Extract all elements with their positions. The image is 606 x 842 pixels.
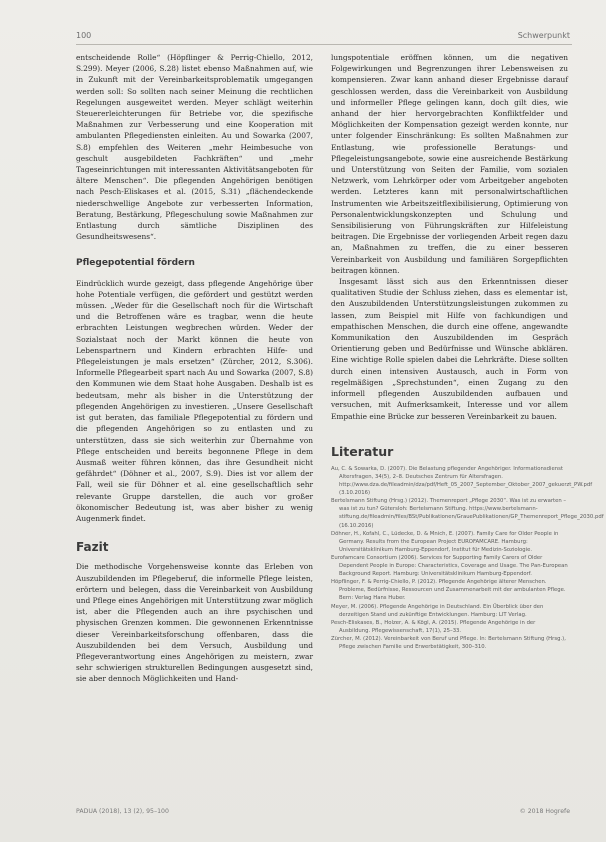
reference-item: Zürcher, M. (2012). Vereinbarkeit von Beruf und Pflege. In: Bertelsmann Stiftung (Hrsg.), Pflege zwischen Familie und Erwerbstätigkeit, 300–310. — [331, 635, 566, 650]
left-column — [76, 52, 313, 685]
fazit-paragraph: Die methodische Vorgehensweise konnte das Erleben von Auszubildenden im Pflegeberuf, die informelle Pflege leisten, erörtern und belegen, dass die Vereinbarkeit von Ausbildung und Pflege eines Angehörigen mit Unterstützung zwar möglich ist, aber die Pflegenden auch an ihre psychischen und physischen Grenzen kommen. Die gewonnenen Erkenntnisse dieser Vereinbarkeitsforschung offenbaren, dass die Auszubildenden bei dem Versuch, Ausbildung und Pflegeverantwortung eines Angehörigen zu meistern, zwar sehr schwierigen strukturellen Bedingungen ausgesetzt sind, sie aber dennoch Möglichkeiten und Hand- — [76, 562, 313, 684]
section-heading-literatur: Literatur — [331, 443, 394, 459]
reference-item: Höpflinger, F. & Perrig-Chiello, P. (2012). Pflegende Angehörige älterer Menschen. Probleme, Bedürfnisse, Ressourcen und Zusammenarbeit mit der ambulanten Pflege. Bern: Verlag Hans Huber. — [331, 579, 566, 602]
reference-item: Eurofamcare Consortium (2006). Services for Supporting Family Carers of Older Dependent People in Europe: Characteristics, Coverage and Usage. The Pan-European Background Report. Hamburg: Universitätsklinikum Hamburg-Eppendorf. — [331, 554, 568, 578]
reference-item: Döhner, H., Kofahl, C., Lüdecke, D. & Mnich, E. (2007). Family Care for Older People in Germany. Results from the European Project EUROFAMCARE. Hamburg: Universitätsklinikum Hamburg-Eppendorf, Institut für Medizin-Soziologie. — [331, 530, 559, 553]
footer-citation: PADUA (2018), 13 (2), 95–100 — [76, 808, 169, 815]
intro-paragraph: entscheidende Rolle“ (Höpflinger & Perrig-Chiello, 2012, S.299). Meyer (2006, S.28) listet ebenso Maßnahmen auf, wie in Zukunft mit der Vereinbarkeitsproblematik umgegangen werden soll: So sollten nach seiner Meinung die rechtlichen Regelungen ausgeweitet werden. Meyer schlägt weiterhin Steuererleichterungen für Betriebe vor, die spezifische Maßnahmen zur Verbesserung und eine Kooperation mit ambulanten Pflegediensten einleiten. Au und Sowarka (2007, S.8) empfehlen des Weiteren „mehr Heimbesuche von geschult ausgebildeten Fachkräften“ und „mehr Tageseinrichtungen mit interessanten Aktivitätsangeboten für ältere Menschen“. Die pflegenden Angehörigen benötigen nach Pesch-Eliskases et al. (2015, S.31) „flächendeckende niederschwellige Angebote zur verbesserten Information, Beratung, Bestärkung, Pflegeschulung sowie Maßnahmen zur Entlastung durch sämtliche Disziplinen des Gesundheitswesens“. — [76, 53, 313, 242]
right-column — [331, 52, 604, 651]
header-rule — [76, 44, 572, 45]
reference-item: Meyer, M. (2006). Pflegende Angehörige in Deutschland. Ein Überblick über den derzeitigen Stand und zukünftige Entwicklungen. Hamburg: LIT Verlag. — [331, 603, 544, 618]
section-heading-fazit: Fazit — [76, 540, 109, 555]
footer-copyright: © 2018 Hogrefe — [519, 808, 570, 815]
running-head: Schwerpunkt — [517, 31, 570, 40]
section-heading-pflegepotential: Pflegepotential fördern — [76, 258, 195, 269]
pflegepotential-paragraph: Eindrücklich wurde gezeigt, dass pflegende Angehörige über hohe Potentiale verfügen, die gefördert und gestützt werden müssen. „Weder für die Gesellschaft noch für die Wirtschaft und die Betroffenen wäre es tragbar, wenn die heute erbrachten Leistungen wegbrechen würden. Weder der Sozialstaat noch der Markt können die heute von Lebenspartnern und Kindern erbrachten Hilfe- und Pflegeleistungen je mals ersetzen“ (Zürcher, 2012, S.306). Informelle Pflegearbeit spart nach Au und Sowarka (2007, S.8) den Kommunen wie dem Staat hohe Ausgaben. Deshalb ist es bedeutsam, mehr als bisher in die Unterstützung der pflegenden Angehörigen zu investieren. „Unsere Gesellschaft ist gut beraten, das familiale Pflegepotential zu fördern und die pflegenden Angehörigen so zu entlasten und zu unterstützen, dass sie sich weiterhin zur Übernahme von Pflege entscheiden und bereits begonnene Pflege in dem Ausmaß weiter führen können, das ihre Gesundheit nicht gefährdet“ (Döhner et al., 2007, S.9). Dies ist vor allem der Fall, weil sie für Döhner et al. eine gesellschaftlich sehr relevante Gruppe darstellen, die auch vor großer ökonomischer Bedeutung ist, was aber bisher zu wenig Augenmerk findet. — [76, 278, 313, 523]
page-number: 100 — [76, 31, 92, 40]
reference-item: Au, C. & Sowarka, D. (2007). Die Belastung pflegender Angehöriger. Informationsdienst Altersfragen, 34(5), 2–8. Deutsches Zentrum für Altersfragen. http://www.dza.de/fileadmin/dza/pdf/Heft_05_2007_September_Oktober_2007_gekuerzt_PW.pdf (3.10.2016) — [331, 465, 593, 497]
reference-item: Pesch-Eliskases, B., Holzer, A. & Kögl, A. (2015). Pflegende Angehörige in der Ausbildung. Pflegewissenschaft, 17(1), 25–33. — [331, 619, 536, 634]
reference-item: Bertelsmann Stiftung (Hrsg.) (2012). Themenreport „Pflege 2030“. Was ist zu erwarten – was ist zu tun? Gütersloh: Bertelsmann Stiftung. https://www.bertelsmann-stiftung.de/fileadmin/files/BSt/Publikationen/GrauePublikationen/GP_Themenreport_Pflege_2030.pdf (16.10.2016) — [331, 498, 604, 529]
conclusion-paragraph-2: Insgesamt lässt sich aus den Erkenntnissen dieser qualitativen Studie der Schluss ziehen, dass es elementar ist, den Auszubildenden Unterstützungsleistungen zukommen zu lassen, zum Beispiel mit Hilfe von fachkundigen und empathischen Menschen, die durch eine offene, angewandte Kommunikation den Auszubildenden im Gespräch Orientierung geben und Bedürfnisse und Wünsche abklären. Eine wichtige Rolle spielen dabei die Lehrkräfte. Diese sollten durch einen intensiven Austausch, auch in Form von regelmäßigen „Sprechstunden“, einen Zugang zu den informell pflegenden Auszubildenden aufbauen und versuchen, mit Aufmerksamkeit, Interesse und vor allem Empathie eine Brücke zur besseren Vereinbarkeit zu bauen. — [331, 277, 568, 421]
reference-list — [331, 465, 604, 651]
conclusion-paragraph-1: lungspotentiale eröffnen können, um die negativen Folgewirkungen und Begrenzungen ihrer Lebensweisen zu kompensieren. Zwar kann anhand dieser Ergebnisse darauf geschlossen werden, dass die Vereinbarkeit von Ausbildung und informeller Pflege gelingen kann, doch gilt dies, wie anhand der hier hervorgebrachten Konfliktfelder und Möglichkeiten der Kompensation gezeigt werden konnte, nur unter folgender Einschränkung: Es sollten Maßnahmen zur Entlastung, wie professionelle Beratungs- und Pflegeleistungsangebote, sowie eine ausreichende Bestärkung und Unterstützung von Seiten der Familie, vom sozialen Netzwerk, vom Lehrkörper oder vom Arbeitgeber angeboten werden. Letzteres kann mit personalwirtschaftlichen Instrumenten wie Arbeitszeitflexibilisierung, Optimierung von Personalentwicklungskonzepten und Schulung und Sensibilisierung von Führungskräften zur Hilfeleistung beitragen. Die Ergebnisse der vorliegenden Arbeit regen dazu an, Maßnahmen zu treffen, die zu einer besseren Vereinbarkeit von Ausbildung und familiären Sorgepflichten beitragen können. — [331, 53, 568, 275]
